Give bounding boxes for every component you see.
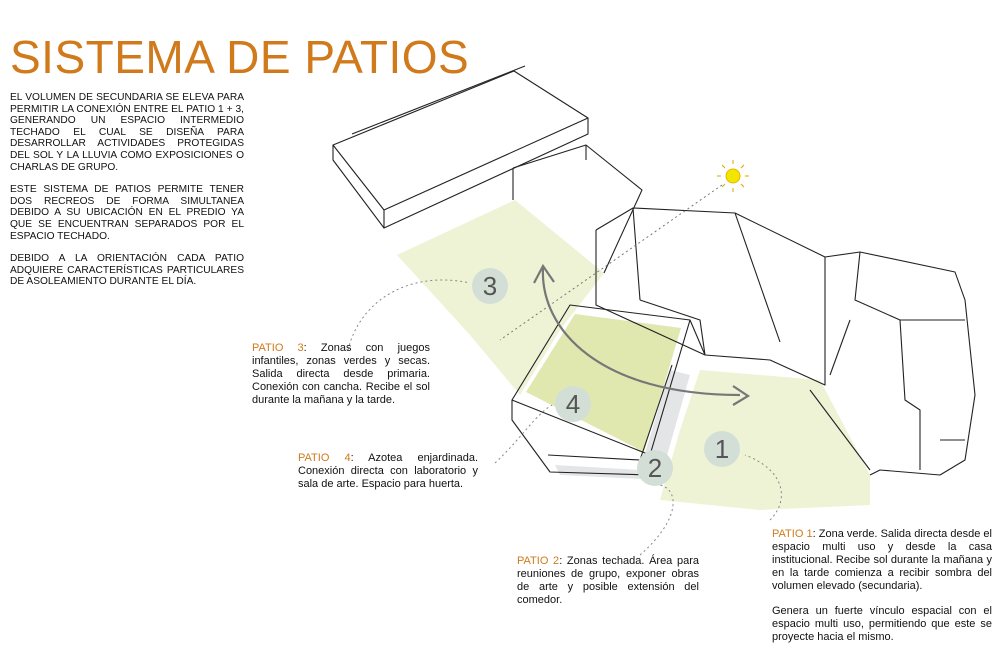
intro-paragraph-1: EL VOLUMEN DE SECUNDARIA SE ELEVA PARA PERMITIR LA CONEXIÓN ENTRE EL PATIO 1 + 3, GENERANDO UN ESPACIO INTERMEDIO TECHADO EL CUAL SE DISEÑA PARA DESARROLLAR ACTIVIDADES PROTEGIDAS DEL SOL Y LA LLUVIA COMO EXPOSICIONES O CHARLAS DE GRUPO. xyxy=(10,92,244,173)
patio-4-note xyxy=(298,452,478,503)
sun-icon xyxy=(726,169,740,183)
leader-patio-4 xyxy=(495,405,552,463)
patio-1-zone xyxy=(660,370,870,510)
patio-4-text: : Azotea enjardinada. Conexión directa con laboratorio y sala de arte. Espacio para huerta. xyxy=(298,452,478,490)
patio-2-text: : Zonas techada. Área para reuniones de grupo, exponer obras de arte y posible extensión del comedor. xyxy=(517,555,700,606)
patio-3-label: PATIO 3 xyxy=(252,342,304,354)
page-title: SISTEMA DE PATIOS xyxy=(10,31,470,83)
patio-1-marker: 1 xyxy=(704,431,740,467)
patio-4-marker: 4 xyxy=(555,386,591,422)
patio-3-note xyxy=(252,342,430,419)
intro-paragraph-3: DEBIDO A LA ORIENTACIÓN CADA PATIO ADQUIERE CARACTERÍSTICAS PARTICULARES DE ASOLEAMIENTO DURANTE EL DÍA. xyxy=(10,253,244,288)
patio-2-marker: 2 xyxy=(637,450,673,486)
patio-4-label: PATIO 4 xyxy=(298,452,351,464)
patio-1-text: : Zona verde. Salida directa desde el espacio multi uso y desde la casa institucional. Recibe sol durante la mañana y en la tarde comienza a recibir sombra del volumen elevado (secundaria). xyxy=(772,528,992,592)
patio-2-note xyxy=(517,555,699,619)
patio-3-marker: 3 xyxy=(472,268,508,304)
patio-1-label: PATIO 1 xyxy=(772,528,813,540)
patio-1-extra: Genera un fuerte vínculo espacial con el espacio multi uso, permitiendo que este se proyecte hacia el mismo. xyxy=(772,605,992,643)
patio-2-label: PATIO 2 xyxy=(517,555,560,567)
intro-paragraph-2: ESTE SISTEMA DE PATIOS PERMITE TENER DOS RECREOS DE FORMA SIMULTANEA DEBIDO A SU UBICACIÓN EN EL PREDIO YA QUE SE ENCUENTRAN SEPARADOS POR EL ESPACIO TECHADO. xyxy=(10,184,244,242)
patio-1-note xyxy=(772,528,992,656)
patio-3-text: : Zonas con juegos infantiles, zonas verdes y secas. Salida directa desde primaria. Conexión con cancha. Recibe el sol durante la mañana y la tarde. xyxy=(252,342,430,406)
